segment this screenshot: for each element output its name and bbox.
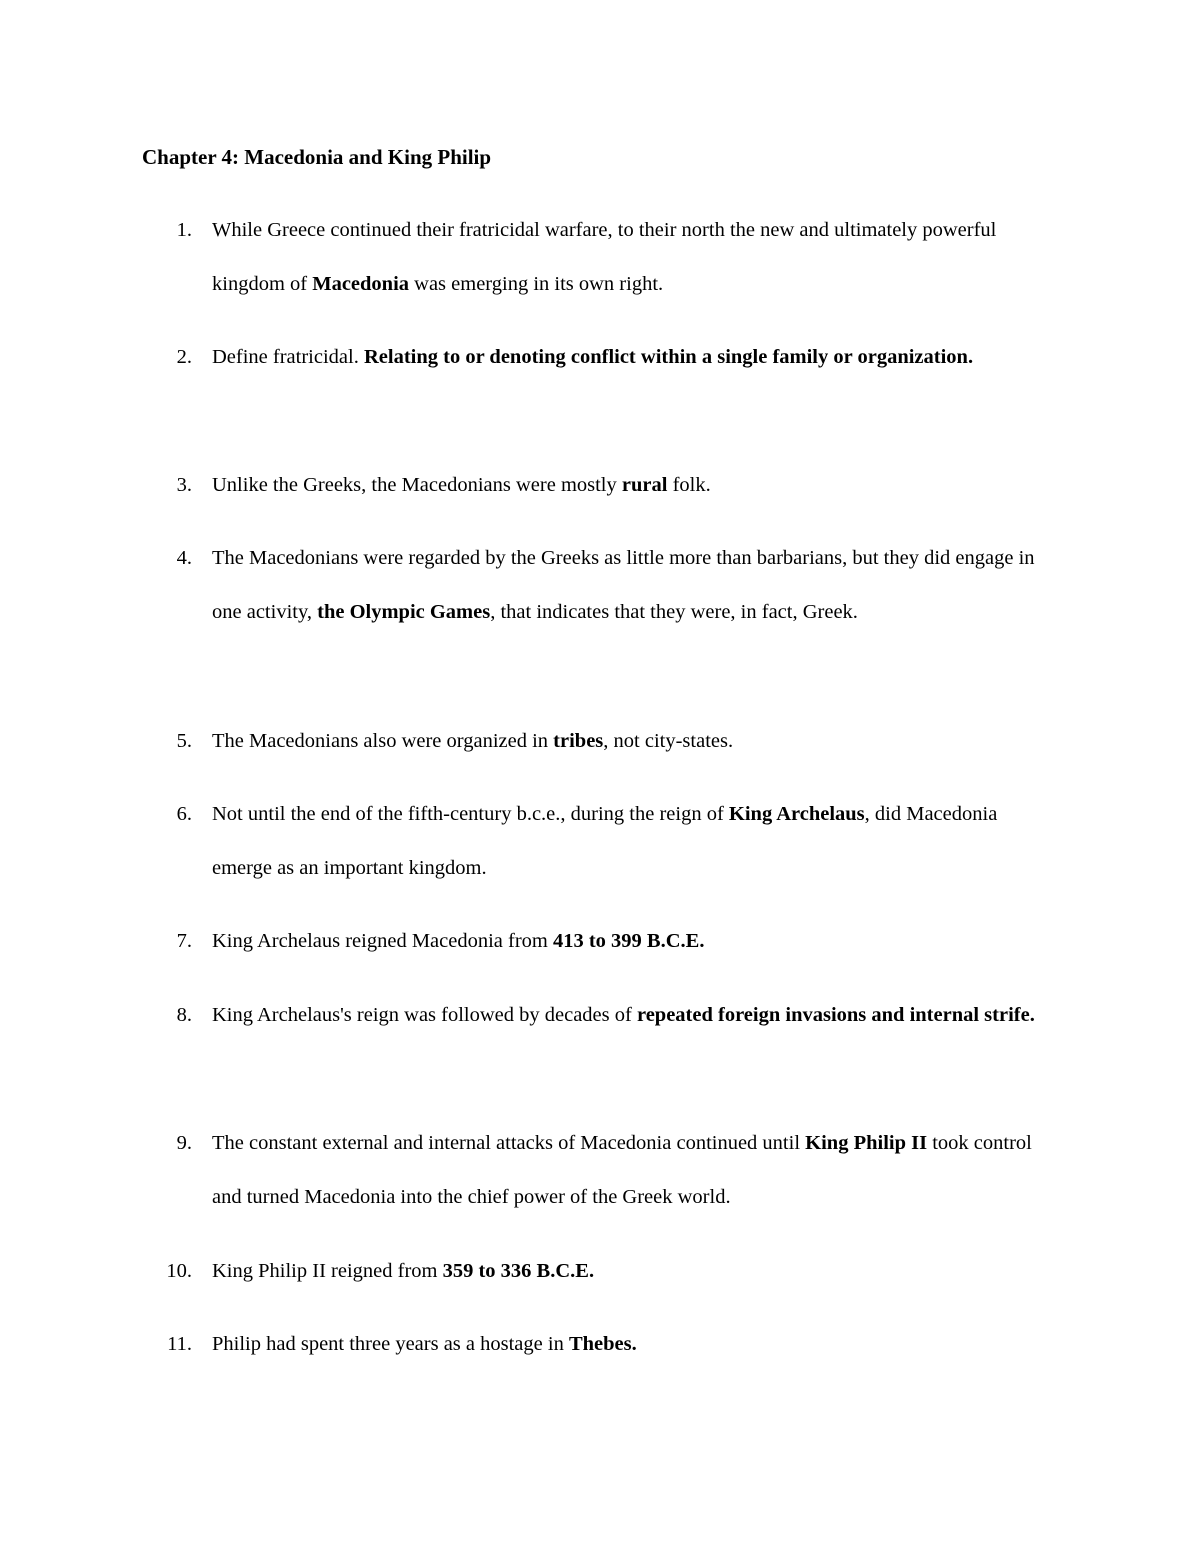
list-item-number: 5. bbox=[176, 730, 192, 752]
bold-answer-text: 359 to 336 B.C.E. bbox=[442, 1260, 595, 1282]
list-item-number: 8. bbox=[176, 1004, 192, 1026]
list-item-number: 3. bbox=[176, 474, 192, 496]
text-segment: King Philip II reigned from bbox=[212, 1260, 443, 1282]
list-item-text bbox=[212, 787, 1042, 895]
list-item bbox=[142, 787, 1042, 895]
text-segment: , did Macedonia emerge as an important kingdom. bbox=[212, 803, 998, 879]
bold-answer-text: Macedonia bbox=[312, 273, 410, 295]
list-item bbox=[142, 1317, 1042, 1371]
text-segment: The Macedonians also were organized in bbox=[212, 730, 554, 752]
text-segment: The Macedonians were regarded by the Greeks as little more than barbarians, but they did engage in one activity, bbox=[212, 547, 1035, 623]
bold-answer-text: the Olympic Games bbox=[317, 601, 491, 623]
text-segment: Not until the end of the fifth-century b.c.e., during the reign of bbox=[212, 803, 729, 825]
bold-answer-text: Thebes. bbox=[568, 1333, 637, 1355]
list-item bbox=[142, 531, 1042, 639]
list-item-number: 6. bbox=[176, 803, 192, 825]
list-item-text bbox=[212, 1116, 1042, 1224]
list-item-text bbox=[212, 1244, 1042, 1298]
text-segment: , that indicates that they were, in fact, Greek. bbox=[490, 601, 858, 623]
list-item-number: 11. bbox=[167, 1333, 192, 1355]
text-segment: While Greece continued their fratricidal warfare, to their north the new and ultimately powerful kingdom of bbox=[212, 219, 997, 295]
text-segment: King Archelaus reigned Macedonia from bbox=[212, 930, 553, 952]
list-item bbox=[142, 988, 1042, 1042]
text-segment: King Archelaus's reign was followed by decades of bbox=[212, 1004, 637, 1026]
text-segment: The constant external and internal attacks of Macedonia continued until bbox=[212, 1132, 806, 1154]
list-item-number: 10. bbox=[166, 1260, 192, 1282]
bold-answer-text: King Archelaus bbox=[728, 803, 865, 825]
list-item-number: 7. bbox=[176, 930, 192, 952]
text-segment: folk. bbox=[667, 474, 711, 496]
bold-answer-text: Relating to or denoting conflict within a single family or organization. bbox=[363, 346, 974, 368]
list-item-number: 2. bbox=[176, 346, 192, 368]
list-item bbox=[142, 914, 1042, 968]
list-item-number: 9. bbox=[176, 1132, 192, 1154]
list-item-text bbox=[212, 1317, 1042, 1371]
text-segment: Philip had spent three years as a hostage in bbox=[212, 1333, 569, 1355]
bold-answer-text: King Philip II bbox=[805, 1132, 928, 1154]
bold-answer-text: tribes bbox=[553, 730, 604, 752]
text-segment: took control and turned Macedonia into the chief power of the Greek world. bbox=[212, 1132, 1032, 1208]
list-item bbox=[142, 458, 1042, 512]
list-item-number: 1. bbox=[176, 219, 192, 241]
list-item-text bbox=[212, 330, 1042, 384]
list-item-text bbox=[212, 531, 1042, 639]
list-item bbox=[142, 714, 1042, 768]
list-item-text bbox=[212, 988, 1042, 1042]
page-title: Chapter 4: Macedonia and King Philip bbox=[142, 145, 492, 169]
list-item-text bbox=[212, 914, 1042, 968]
list-item-text bbox=[212, 714, 1042, 768]
text-segment: was emerging in its own right. bbox=[409, 273, 664, 295]
bold-answer-text: rural bbox=[621, 474, 668, 496]
list-item bbox=[142, 330, 1042, 384]
bold-answer-text: 413 to 399 B.C.E. bbox=[552, 930, 705, 952]
list-item bbox=[142, 1244, 1042, 1298]
list-item-text bbox=[212, 203, 1042, 311]
list-item bbox=[142, 1116, 1042, 1224]
bold-answer-text: repeated foreign invasions and internal strife. bbox=[636, 1004, 1035, 1026]
list-item-text bbox=[212, 458, 1042, 512]
list-item bbox=[142, 203, 1042, 311]
text-segment: Define fratricidal. bbox=[212, 346, 364, 368]
text-segment: Unlike the Greeks, the Macedonians were mostly bbox=[212, 474, 622, 496]
list-item-number: 4. bbox=[176, 547, 192, 569]
text-segment: , not city-states. bbox=[603, 730, 734, 752]
